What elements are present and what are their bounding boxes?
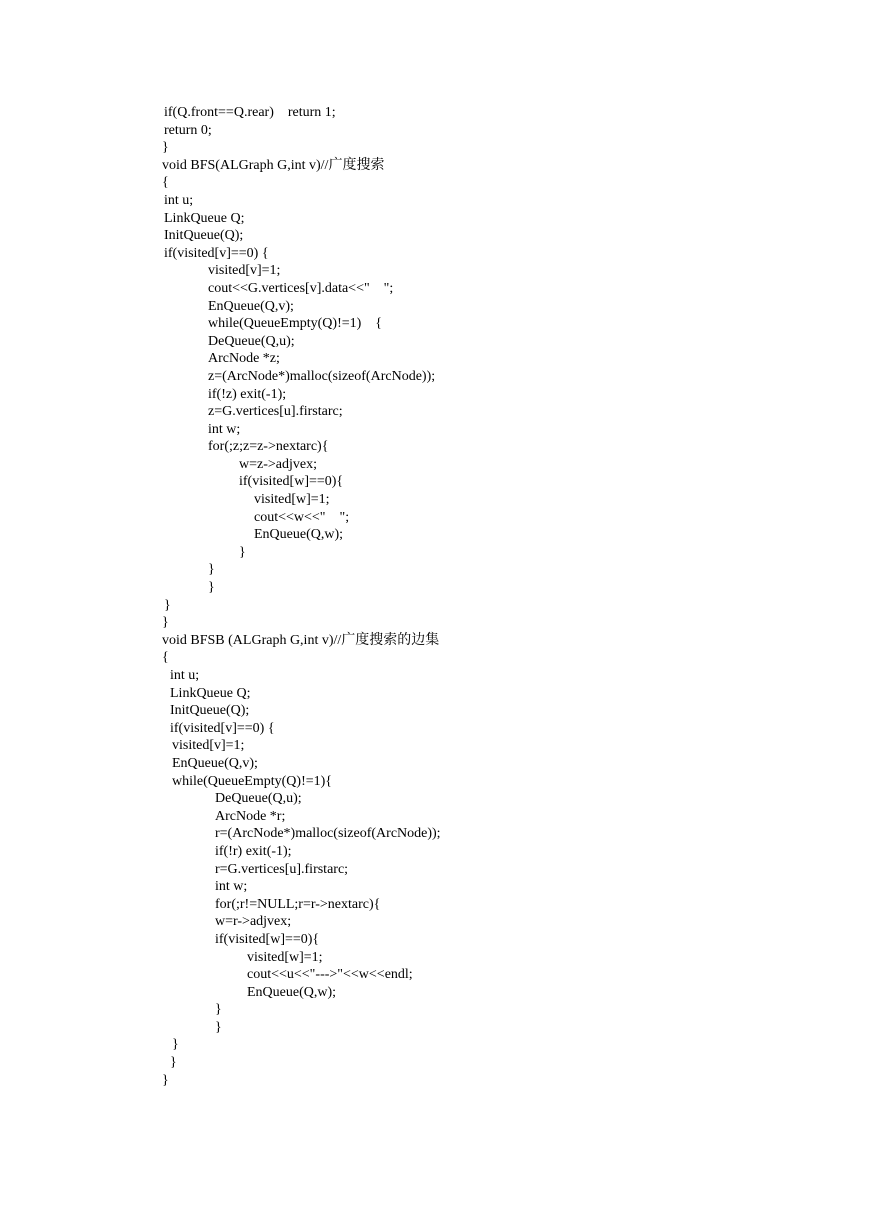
code-line: } <box>170 1055 177 1071</box>
code-line: int u; <box>164 192 194 208</box>
code-line: if(visited[w]==0){ <box>215 931 320 947</box>
code-line: for(;r!=NULL;r=r->nextarc){ <box>215 896 381 912</box>
code-line: } <box>208 562 215 578</box>
code-line: ArcNode *z; <box>208 351 280 367</box>
code-line: ArcNode *r; <box>215 808 286 824</box>
code-line: while(QueueEmpty(Q)!=1) { <box>208 316 383 332</box>
code-line: void BFS(ALGraph G,int v)//广度搜索 <box>162 157 385 173</box>
code-line: EnQueue(Q,v); <box>208 298 294 314</box>
code-line: } <box>215 1019 222 1035</box>
code-line: int w; <box>208 421 241 437</box>
code-line: } <box>215 1002 222 1018</box>
code-line: visited[v]=1; <box>172 738 245 754</box>
code-line: } <box>208 580 215 596</box>
code-line: z=G.vertices[u].firstarc; <box>208 404 343 420</box>
code-line: w=r->adjvex; <box>215 914 292 930</box>
code-line: visited[w]=1; <box>247 949 323 965</box>
code-line: if(visited[v]==0) { <box>164 245 269 261</box>
code-line: InitQueue(Q); <box>170 703 250 719</box>
code-line: cout<<w<<" "; <box>254 509 350 525</box>
code-line: } <box>164 597 171 613</box>
code-line: } <box>162 615 169 631</box>
code-line: if(!r) exit(-1); <box>215 843 292 859</box>
code-line: if(visited[w]==0){ <box>239 474 344 490</box>
code-line: if(Q.front==Q.rear) return 1; <box>164 105 336 120</box>
code-line: return 0; <box>164 122 212 138</box>
code-line: int w; <box>215 879 248 895</box>
code-line: } <box>162 140 169 156</box>
code-line: DeQueue(Q,u); <box>208 333 295 349</box>
code-line: EnQueue(Q,w); <box>254 527 344 543</box>
code-line: cout<<u<<"--->"<<w<<endl; <box>247 967 413 983</box>
code-line: if(!z) exit(-1); <box>208 386 287 402</box>
code-line: r=(ArcNode*)malloc(sizeof(ArcNode)); <box>215 826 441 842</box>
code-line: LinkQueue Q; <box>170 685 251 701</box>
code-line: } <box>172 1037 179 1053</box>
code-line: z=(ArcNode*)malloc(sizeof(ArcNode)); <box>208 368 436 384</box>
code-line: w=z->adjvex; <box>239 456 317 472</box>
code-line: visited[v]=1; <box>208 263 281 279</box>
code-line: { <box>162 650 169 666</box>
code-line: r=G.vertices[u].firstarc; <box>215 861 349 877</box>
code-line: } <box>162 1072 169 1088</box>
code-line: int u; <box>170 668 200 683</box>
code-line: { <box>162 175 169 191</box>
code-line: void BFSB (ALGraph G,int v)//广度搜索的边集 <box>162 632 440 648</box>
code-line: DeQueue(Q,u); <box>215 791 302 807</box>
code-line: EnQueue(Q,v); <box>172 755 258 771</box>
code-line: visited[w]=1; <box>254 492 330 508</box>
code-line: } <box>239 544 246 560</box>
code-line: cout<<G.vertices[v].data<<" "; <box>208 280 394 296</box>
code-listing <box>0 104 869 1089</box>
code-line: LinkQueue Q; <box>164 210 245 226</box>
code-line: if(visited[v]==0) { <box>170 720 275 736</box>
code-line: EnQueue(Q,w); <box>247 984 337 1000</box>
code-line: while(QueueEmpty(Q)!=1){ <box>172 773 333 789</box>
code-line: InitQueue(Q); <box>164 228 244 244</box>
code-line: for(;z;z=z->nextarc){ <box>208 439 329 455</box>
